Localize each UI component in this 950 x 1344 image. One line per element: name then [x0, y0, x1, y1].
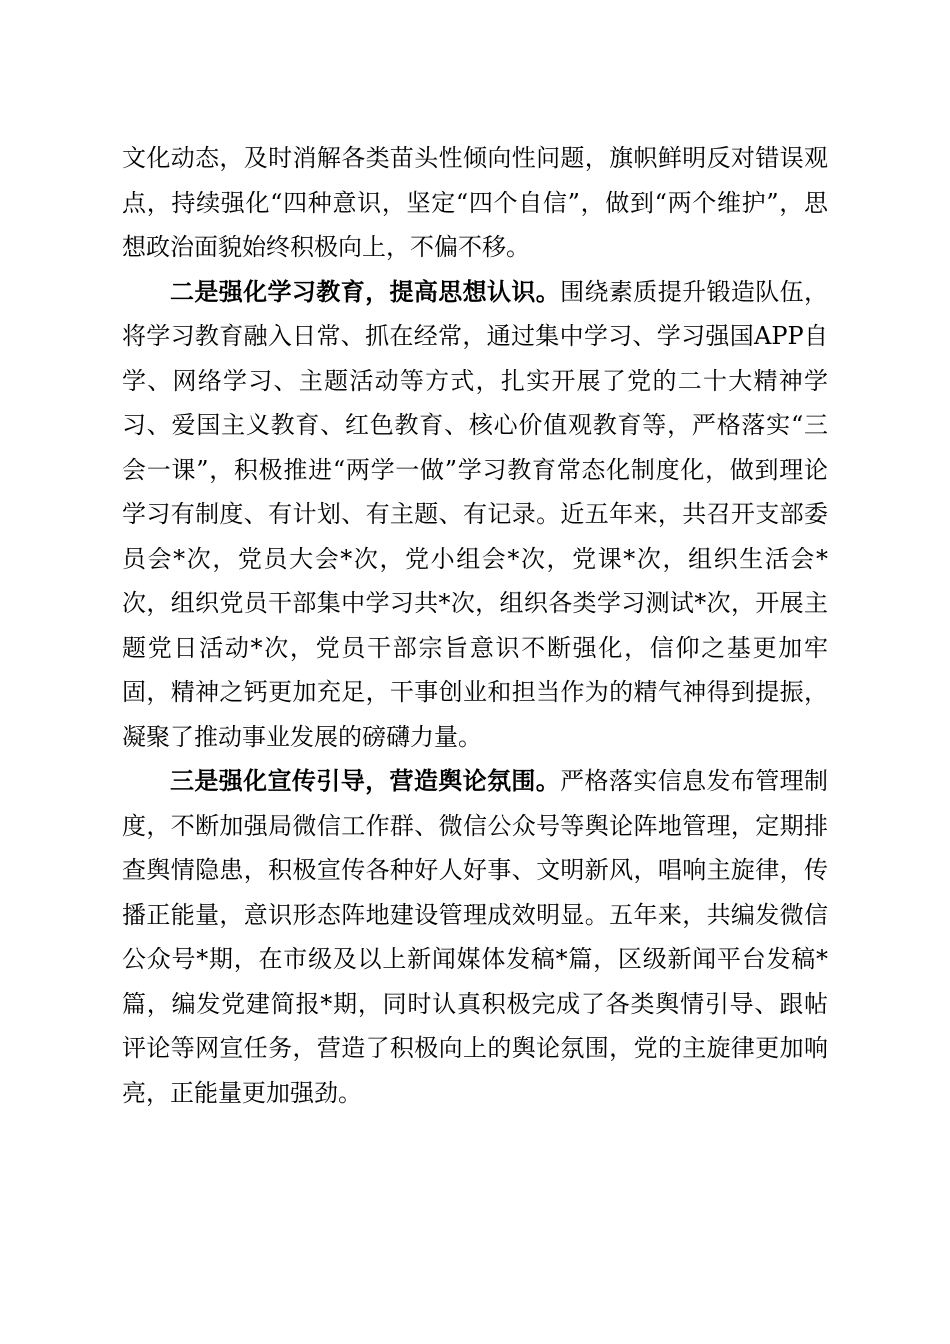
paragraph-study-education — [122, 270, 828, 760]
paragraph-publicity-guidance — [122, 759, 828, 1115]
paragraph-continuation — [122, 136, 828, 270]
paragraph-text: 严格落实信息发布管理制度，不断加强局微信工作群、微信公众号等舆论阵地管理，定期排查舆情隐患，积极宣传各种好人好事、文明新风，唱响主旋律，传播正能量，意识形态阵地建设管理成效明显。五年来，共编发微信公众号*期，在市级及以上新闻媒体发稿*篇，区级新闻平台发稿*篇，编发党建简报*期，同时认真积极完成了各类舆情引导、跟帖评论等网宣任务，营造了积极向上的舆论氛围，党的主旋律更加响亮，正能量更加强劲。 — [122, 767, 829, 1107]
paragraph-text: 文化动态，及时消解各类苗头性倾向性问题，旗帜鲜明反对错误观点，持续强化“四种意识，坚定“四个自信”，做到“两个维护”，思想政治面貌始终积极向上，不偏不移。 — [122, 144, 828, 261]
document-body — [122, 136, 828, 1115]
paragraph-text: 围绕素质提升锻造队伍，将学习教育融入日常、抓在经常，通过集中学习、学习强国APP自学、网络学习、主题活动等方式，扎实开展了党的二十大精神学习、爱国主义教育、红色教育、核心价值观教育等，严格落实“三会一课”，积极推进“两学一做”学习教育常态化制度化，做到理论学习有制度、有计划、有主题、有记录。近五年来，共召开支部委员会*次，党员大会*次，党小组会*次，党课*次，组织生活会*次，组织党员干部集中学习共*次，组织各类学习测试*次，开展主题党日活动*次，党员干部宗旨意识不断强化，信仰之基更加牢固，精神之钙更加充足，干事创业和担当作为的精气神得到提振，凝聚了推动事业发展的磅礴力量。 — [122, 277, 829, 751]
paragraph-heading: 二是强化学习教育，提高思想认识。 — [170, 276, 561, 306]
paragraph-heading: 三是强化宣传引导，营造舆论氛围。 — [170, 766, 561, 795]
